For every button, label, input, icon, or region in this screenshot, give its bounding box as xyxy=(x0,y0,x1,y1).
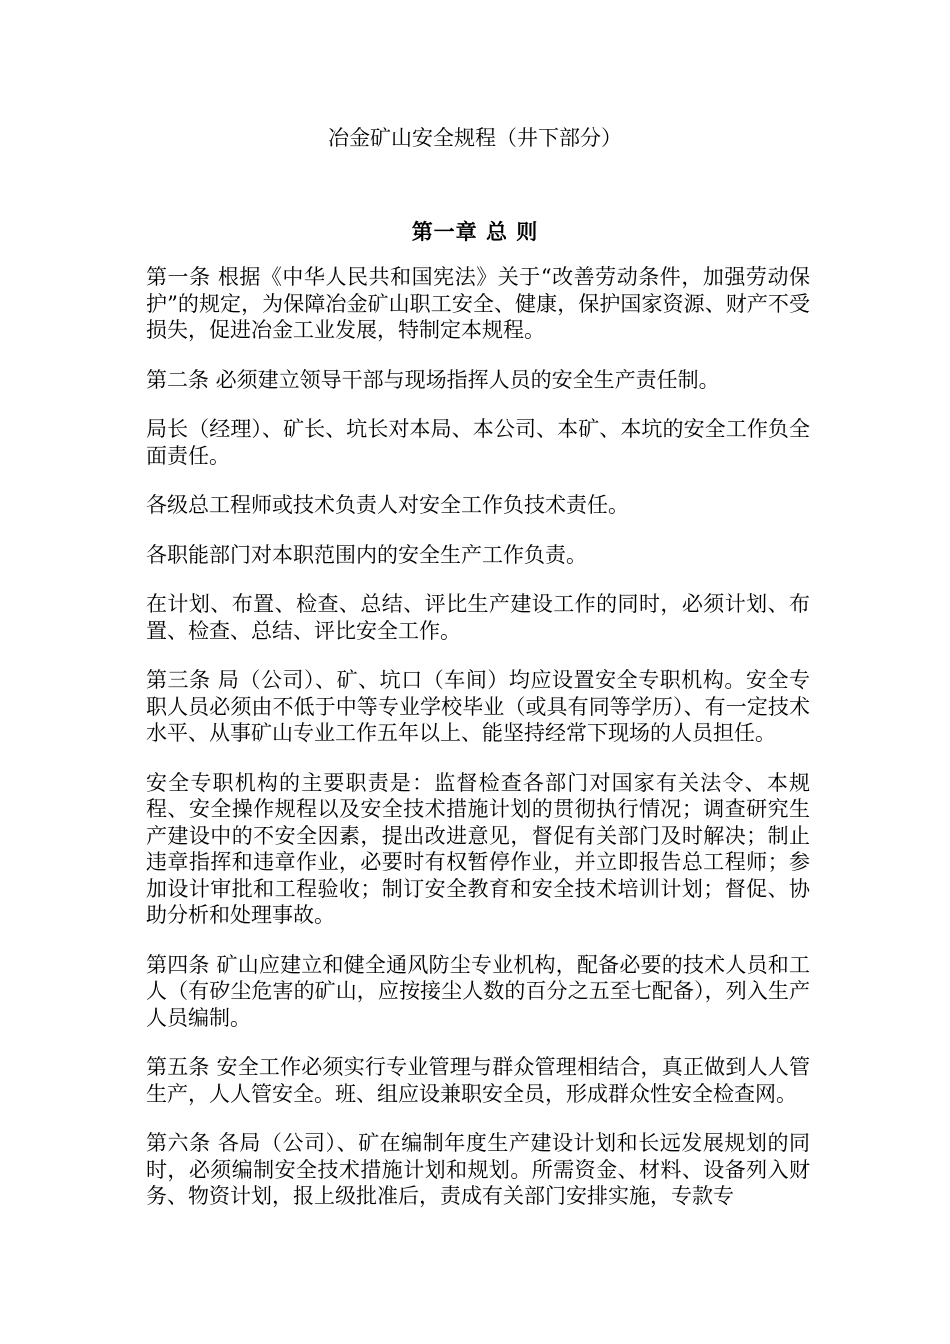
paragraph-article-5: 第五条 安全工作必须实行专业管理与群众管理相结合，真正做到人人管生产，人人管安全。班、组应设兼职安全员，形成群众性安全检查网。 xyxy=(146,1055,810,1106)
paragraph-article-3: 第三条 局（公司）、矿、坑口（车间）均应设置安全专职机构。安全专职人员必须由不低于中等专业学校毕业（或具有同等学历）、有一定技术水平、从事矿山专业工作五年以上、能坚持经常下现场的人员担任。 xyxy=(146,668,810,745)
paragraph-article-6: 第六条 各局（公司）、矿在编制年度生产建设计划和长远发展规划的同时，必须编制安全技术措施计划和规划。所需资金、材料、设备列入财务、物资计划，报上级批准后，责成有关部门安排实施，专款专 xyxy=(146,1131,810,1208)
document-title: 冶金矿山安全规程（井下部分） xyxy=(328,126,622,150)
paragraph-director-responsibility: 局长（经理）、矿长、坑长对本局、本公司、本矿、本坑的安全工作负全面责任。 xyxy=(146,417,810,468)
paragraph-article-2: 第二条 必须建立领导干部与现场指挥人员的安全生产责任制。 xyxy=(146,367,720,392)
paragraph-department-responsibility: 各职能部门对本职范围内的安全生产工作负责。 xyxy=(146,542,587,567)
paragraph-safety-duties: 安全专职机构的主要职责是：监督检查各部门对国家有关法令、本规程、安全操作规程以及安全技术措施计划的贯彻执行情况；调查研究生产建设中的不安全因素，提出改进意见，督促有关部门及时解决；制止违章指挥和违章作业，必要时有权暂停作业，并立即报告总工程师；参加设计审批和工程验收；制订安全教育和安全技术培训计划；督促、协助分析和处理事故。 xyxy=(146,770,810,927)
paragraph-planning: 在计划、布置、检查、总结、评比生产建设工作的同时，必须计划、布置、检查、总结、评比安全工作。 xyxy=(146,592,810,643)
chapter-title: 第一章 总 则 xyxy=(411,219,539,244)
paragraph-article-1: 第一条 根据《中华人民共和国宪法》关于“改善劳动条件，加强劳动保护”的规定，为保障冶金矿山职工安全、健康，保护国家资源、财产不受损失，促进冶金工业发展，特制定本规程。 xyxy=(146,265,810,342)
paragraph-article-4: 第四条 矿山应建立和健全通风防尘专业机构，配备必要的技术人员和工人（有矽尘危害的矿山，应按接尘人数的百分之五至七配备），列入生产人员编制。 xyxy=(146,952,810,1030)
document-body xyxy=(146,264,810,1233)
paragraph-engineer-responsibility: 各级总工程师或技术负责人对安全工作负技术责任。 xyxy=(146,493,629,517)
